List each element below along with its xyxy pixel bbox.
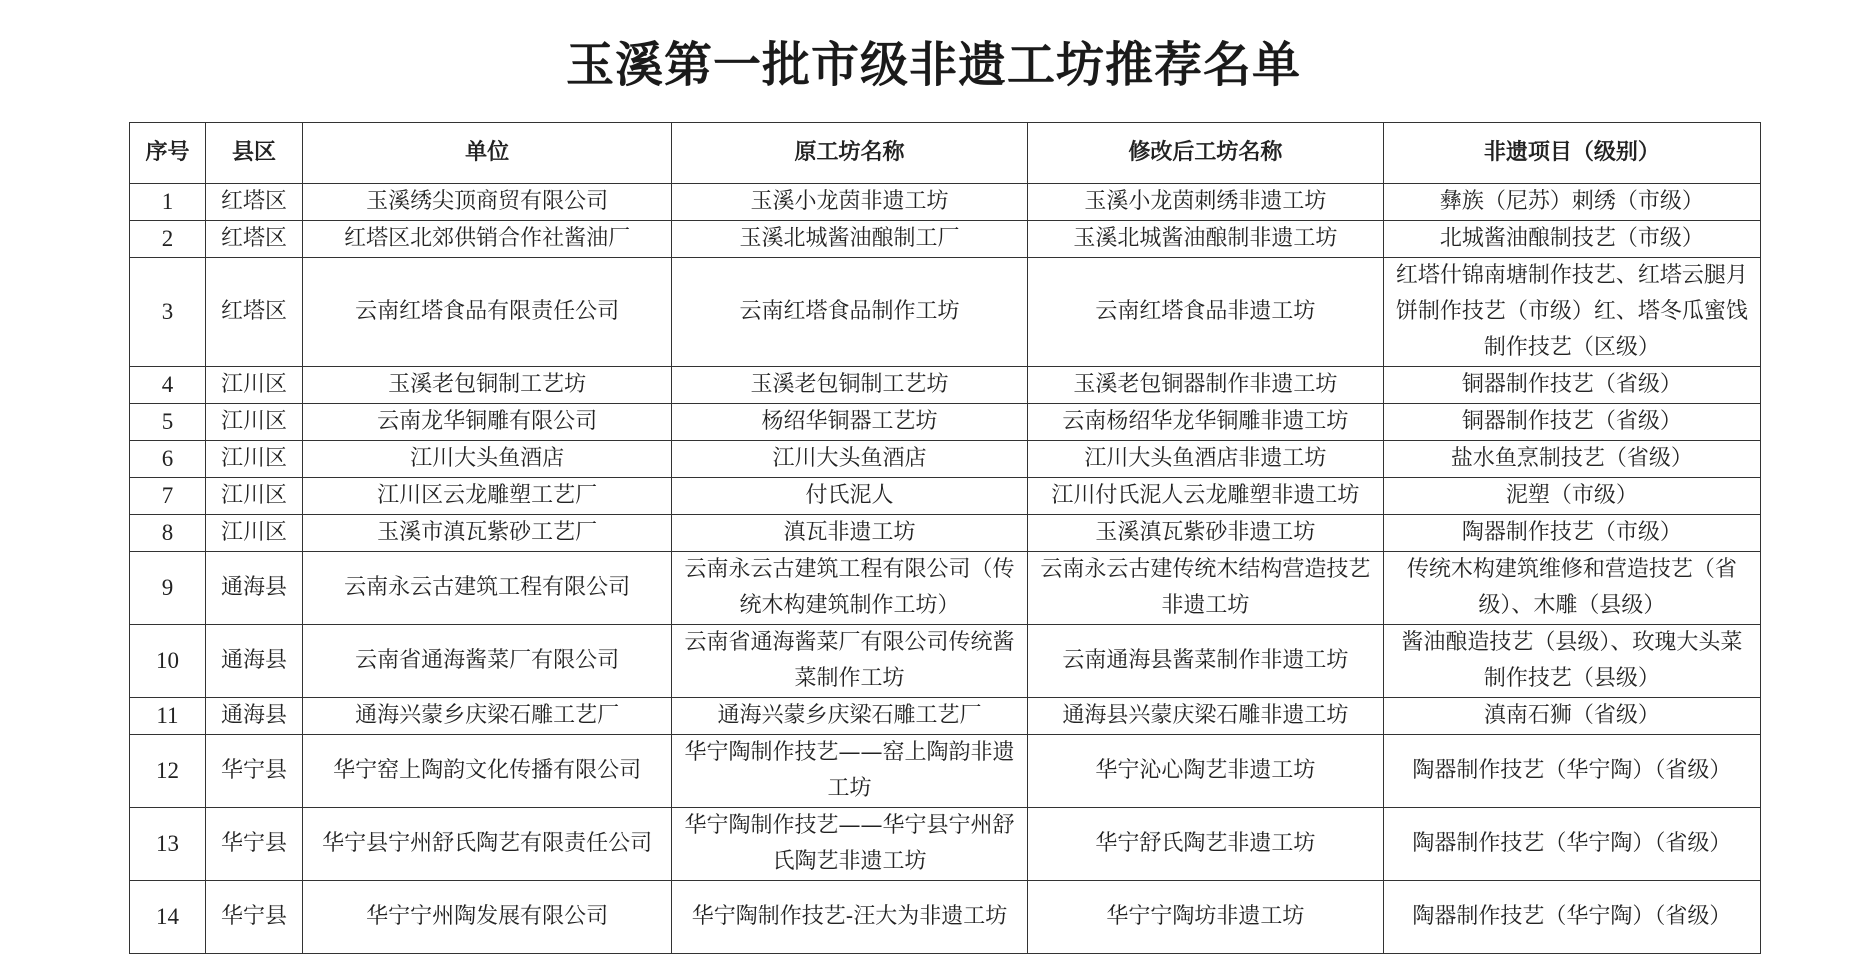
seq-cell: 2 bbox=[130, 221, 206, 258]
seq-cell: 13 bbox=[130, 808, 206, 881]
renamed-cell: 玉溪滇瓦紫砂非遗工坊 bbox=[1027, 515, 1383, 552]
original-name-cell: 杨绍华铜器工艺坊 bbox=[672, 404, 1028, 441]
county-cell: 红塔区 bbox=[205, 221, 302, 258]
original-name-cell: 华宁陶制作技艺-汪大为非遗工坊 bbox=[672, 881, 1028, 954]
unit-cell: 红塔区北郊供销合作社酱油厂 bbox=[303, 221, 672, 258]
unit-cell: 云南红塔食品有限责任公司 bbox=[303, 258, 672, 367]
column-header-original-name: 原工坊名称 bbox=[672, 123, 1028, 184]
renamed-cell: 华宁沁心陶艺非遗工坊 bbox=[1027, 735, 1383, 808]
county-cell: 华宁县 bbox=[205, 881, 302, 954]
unit-cell: 云南龙华铜雕有限公司 bbox=[303, 404, 672, 441]
renamed-cell: 江川大头鱼酒店非遗工坊 bbox=[1027, 441, 1383, 478]
original-name-cell: 华宁陶制作技艺——华宁县宁州舒氏陶艺非遗工坊 bbox=[672, 808, 1028, 881]
project-cell: 红塔什锦南塘制作技艺、红塔云腿月饼制作技艺（市级）红、塔冬瓜蜜饯制作技艺（区级） bbox=[1383, 258, 1760, 367]
original-name-cell: 云南省通海酱菜厂有限公司传统酱菜制作工坊 bbox=[672, 625, 1028, 698]
project-cell: 陶器制作技艺（华宁陶）（省级） bbox=[1383, 808, 1760, 881]
table-row bbox=[130, 808, 1761, 881]
project-cell: 铜器制作技艺（省级） bbox=[1383, 404, 1760, 441]
original-name-cell: 通海兴蒙乡庆梁石雕工艺厂 bbox=[672, 698, 1028, 735]
seq-cell: 14 bbox=[130, 881, 206, 954]
table-row bbox=[130, 404, 1761, 441]
project-cell: 陶器制作技艺（华宁陶）（省级） bbox=[1383, 735, 1760, 808]
county-cell: 华宁县 bbox=[205, 735, 302, 808]
column-header-project: 非遗项目（级别） bbox=[1383, 123, 1760, 184]
project-cell: 铜器制作技艺（省级） bbox=[1383, 367, 1760, 404]
column-header-seq: 序号 bbox=[130, 123, 206, 184]
column-header-county: 县区 bbox=[205, 123, 302, 184]
unit-cell: 云南永云古建筑工程有限公司 bbox=[303, 552, 672, 625]
seq-cell: 3 bbox=[130, 258, 206, 367]
seq-cell: 12 bbox=[130, 735, 206, 808]
column-header-unit: 单位 bbox=[303, 123, 672, 184]
renamed-cell: 云南通海县酱菜制作非遗工坊 bbox=[1027, 625, 1383, 698]
project-cell: 滇南石狮（省级） bbox=[1383, 698, 1760, 735]
renamed-cell: 江川付氏泥人云龙雕塑非遗工坊 bbox=[1027, 478, 1383, 515]
county-cell: 红塔区 bbox=[205, 184, 302, 221]
county-cell: 通海县 bbox=[205, 552, 302, 625]
project-cell: 泥塑（市级） bbox=[1383, 478, 1760, 515]
table-header-row bbox=[130, 123, 1761, 184]
table-row bbox=[130, 478, 1761, 515]
county-cell: 江川区 bbox=[205, 515, 302, 552]
table-row bbox=[130, 258, 1761, 367]
seq-cell: 9 bbox=[130, 552, 206, 625]
unit-cell: 华宁县宁州舒氏陶艺有限责任公司 bbox=[303, 808, 672, 881]
unit-cell: 华宁宁州陶发展有限公司 bbox=[303, 881, 672, 954]
renamed-cell: 云南杨绍华龙华铜雕非遗工坊 bbox=[1027, 404, 1383, 441]
project-cell: 酱油酿造技艺（县级）、玫瑰大头菜制作技艺（县级） bbox=[1383, 625, 1760, 698]
county-cell: 通海县 bbox=[205, 698, 302, 735]
page-title: 玉溪第一批市级非遗工坊推荐名单 bbox=[565, 37, 1301, 93]
renamed-cell: 云南永云古建传统木结构营造技艺非遗工坊 bbox=[1027, 552, 1383, 625]
original-name-cell: 滇瓦非遗工坊 bbox=[672, 515, 1028, 552]
county-cell: 江川区 bbox=[205, 367, 302, 404]
unit-cell: 江川大头鱼酒店 bbox=[303, 441, 672, 478]
table-row bbox=[130, 184, 1761, 221]
project-cell: 盐水鱼烹制技艺（省级） bbox=[1383, 441, 1760, 478]
county-cell: 华宁县 bbox=[205, 808, 302, 881]
renamed-cell: 云南红塔食品非遗工坊 bbox=[1027, 258, 1383, 367]
unit-cell: 玉溪市滇瓦紫砂工艺厂 bbox=[303, 515, 672, 552]
county-cell: 江川区 bbox=[205, 441, 302, 478]
renamed-cell: 通海县兴蒙庆梁石雕非遗工坊 bbox=[1027, 698, 1383, 735]
unit-cell: 云南省通海酱菜厂有限公司 bbox=[303, 625, 672, 698]
seq-cell: 5 bbox=[130, 404, 206, 441]
seq-cell: 10 bbox=[130, 625, 206, 698]
renamed-cell: 玉溪小龙茵刺绣非遗工坊 bbox=[1027, 184, 1383, 221]
project-cell: 陶器制作技艺（华宁陶）（省级） bbox=[1383, 881, 1760, 954]
county-cell: 江川区 bbox=[205, 478, 302, 515]
original-name-cell: 玉溪老包铜制工艺坊 bbox=[672, 367, 1028, 404]
table-row bbox=[130, 552, 1761, 625]
project-cell: 彝族（尼苏）刺绣（市级） bbox=[1383, 184, 1760, 221]
original-name-cell: 华宁陶制作技艺——窑上陶韵非遗工坊 bbox=[672, 735, 1028, 808]
original-name-cell: 江川大头鱼酒店 bbox=[672, 441, 1028, 478]
original-name-cell: 付氏泥人 bbox=[672, 478, 1028, 515]
county-cell: 江川区 bbox=[205, 404, 302, 441]
unit-cell: 玉溪绣尖顶商贸有限公司 bbox=[303, 184, 672, 221]
seq-cell: 6 bbox=[130, 441, 206, 478]
county-cell: 红塔区 bbox=[205, 258, 302, 367]
roster-table bbox=[129, 122, 1761, 954]
unit-cell: 玉溪老包铜制工艺坊 bbox=[303, 367, 672, 404]
renamed-cell: 玉溪北城酱油酿制非遗工坊 bbox=[1027, 221, 1383, 258]
project-cell: 北城酱油酿制技艺（市级） bbox=[1383, 221, 1760, 258]
seq-cell: 4 bbox=[130, 367, 206, 404]
table-body bbox=[130, 184, 1761, 954]
original-name-cell: 玉溪小龙茵非遗工坊 bbox=[672, 184, 1028, 221]
unit-cell: 江川区云龙雕塑工艺厂 bbox=[303, 478, 672, 515]
original-name-cell: 玉溪北城酱油酿制工厂 bbox=[672, 221, 1028, 258]
original-name-cell: 云南红塔食品制作工坊 bbox=[672, 258, 1028, 367]
table-row bbox=[130, 625, 1761, 698]
project-cell: 传统木构建筑维修和营造技艺（省级）、木雕（县级） bbox=[1383, 552, 1760, 625]
original-name-cell: 云南永云古建筑工程有限公司（传统木构建筑制作工坊） bbox=[672, 552, 1028, 625]
renamed-cell: 华宁宁陶坊非遗工坊 bbox=[1027, 881, 1383, 954]
county-cell: 通海县 bbox=[205, 625, 302, 698]
seq-cell: 7 bbox=[130, 478, 206, 515]
column-header-renamed: 修改后工坊名称 bbox=[1027, 123, 1383, 184]
unit-cell: 华宁窑上陶韵文化传播有限公司 bbox=[303, 735, 672, 808]
renamed-cell: 华宁舒氏陶艺非遗工坊 bbox=[1027, 808, 1383, 881]
table-row bbox=[130, 221, 1761, 258]
table-row bbox=[130, 367, 1761, 404]
seq-cell: 8 bbox=[130, 515, 206, 552]
project-cell: 陶器制作技艺（市级） bbox=[1383, 515, 1760, 552]
unit-cell: 通海兴蒙乡庆梁石雕工艺厂 bbox=[303, 698, 672, 735]
table-row bbox=[130, 441, 1761, 478]
table-row bbox=[130, 698, 1761, 735]
table-row bbox=[130, 515, 1761, 552]
table-row bbox=[130, 735, 1761, 808]
seq-cell: 1 bbox=[130, 184, 206, 221]
renamed-cell: 玉溪老包铜器制作非遗工坊 bbox=[1027, 367, 1383, 404]
seq-cell: 11 bbox=[130, 698, 206, 735]
